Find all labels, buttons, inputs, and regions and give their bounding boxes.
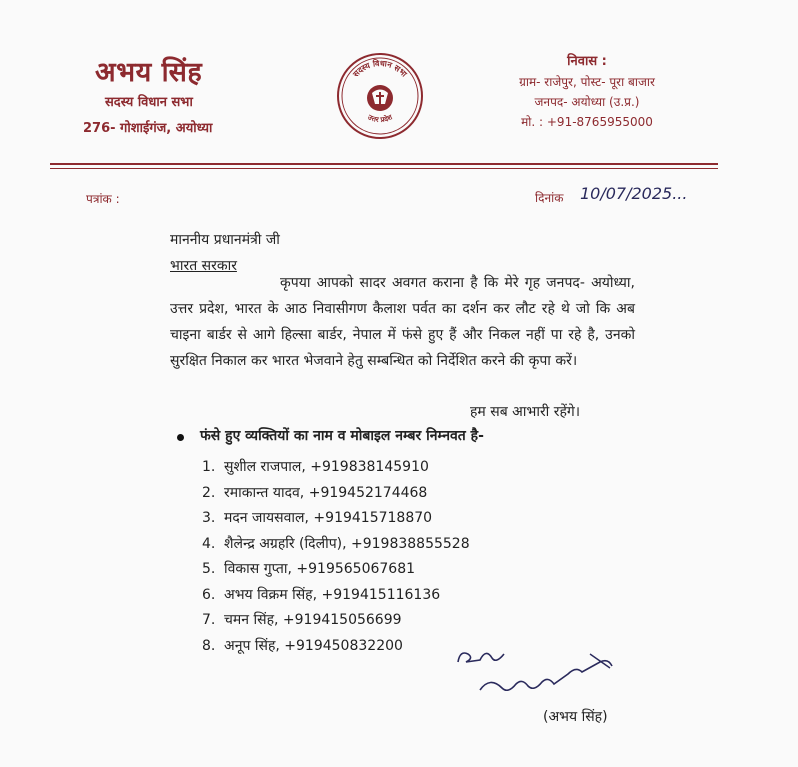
- list-item: [202, 532, 470, 558]
- letterhead-name: अभय सिंह: [95, 57, 203, 88]
- recipient-office: भारत सरकार: [170, 258, 237, 274]
- residence-address: [487, 52, 687, 132]
- letter-body: [170, 270, 635, 374]
- list-item-number: 2.: [202, 484, 216, 501]
- list-item: [202, 557, 470, 583]
- list-heading: फंसे हुए व्यक्तियों का नाम व मोबाइल नम्बर निम्नवत है-: [200, 428, 484, 444]
- header-rule-thin: [50, 168, 718, 169]
- stranded-people-list: [202, 455, 470, 659]
- list-item-text: रमाकान्त यादव, +919452174468: [224, 484, 428, 501]
- thanks-line: हम सब आभारी रहेंगे।: [470, 404, 581, 420]
- address-line2: जनपद- अयोध्या (उ.प्र.): [534, 95, 640, 109]
- handwritten-signature: [450, 640, 630, 710]
- svg-text:उत्तर प्रदेश: [366, 113, 395, 124]
- list-item: [202, 481, 470, 507]
- date-value: 10/07/2025...: [580, 184, 688, 203]
- list-item-text: चमन सिंह, +919415056699: [224, 612, 402, 628]
- emblem-icon: [367, 85, 393, 111]
- signatory-name: (अभय सिंह): [543, 709, 608, 725]
- list-item: [202, 634, 470, 660]
- svg-text:सदस्य विधान सभा: [351, 58, 410, 80]
- salutation: माननीय प्रधानमंत्री जी: [170, 232, 280, 248]
- header-rule: [50, 163, 718, 165]
- date-label: दिनांक: [535, 191, 564, 205]
- list-item: [202, 608, 470, 634]
- reference-label: पत्रांक :: [86, 192, 120, 206]
- list-item-text: सुशील राजपाल, +919838145910: [224, 459, 429, 475]
- letterhead-constituency: 276- गोशाईगंज, अयोध्या: [83, 121, 213, 136]
- bullet-icon: [177, 434, 184, 441]
- list-item-text: मदन जायसवाल, +919415718870: [224, 510, 433, 526]
- phone-number: मो. : +91-8765955000: [521, 115, 653, 129]
- assembly-seal: [336, 52, 424, 140]
- letterhead-role: सदस्य विधान सभा: [105, 95, 193, 110]
- seal-bottom-text: उत्तर प्रदेश: [366, 113, 394, 125]
- list-item-number: 4.: [202, 535, 216, 552]
- address-heading: निवास :: [567, 54, 607, 69]
- list-item-text: अनूप सिंह, +919450832200: [224, 637, 403, 654]
- list-item-number: 8.: [202, 637, 216, 654]
- letter-body-text: कृपया आपको सादर अवगत कराना है कि मेरे गृह जनपद- अयोध्या, उत्तर प्रदेश, भारत के आठ निवासीगण कैलाश पर्वत का दर्शन कर लौट रहे थे जो कि अब चाइना बार्डर से आगे हिल्सा बार्डर, नेपाल में फंसे हुए हैं और निकल नहीं पा रहे है, उनको सुरक्षित निकाल कर भारत भेजवाने हेतु सम्बन्धित को निर्देशित करने की कृपा करें।: [170, 275, 635, 369]
- list-item-text: अभय विक्रम सिंह, +919415116136: [224, 586, 441, 603]
- list-item-number: 7.: [202, 612, 216, 628]
- address-line1: ग्राम- राजेपुर, पोस्ट- पूरा बाजार: [519, 75, 655, 89]
- list-item: [202, 583, 470, 609]
- list-item-number: 1.: [202, 459, 216, 475]
- list-item-text: विकास गुप्ता, +919565067681: [224, 561, 416, 577]
- list-item: [202, 506, 470, 532]
- list-item-text: शैलेन्द्र अग्रहरि (दिलीप), +919838855528: [224, 535, 470, 552]
- list-item-number: 6.: [202, 586, 216, 603]
- list-item-number: 5.: [202, 561, 216, 577]
- seal-top-text: सदस्य विधान सभा: [351, 58, 409, 79]
- list-item: [202, 455, 470, 481]
- list-item-number: 3.: [202, 510, 216, 526]
